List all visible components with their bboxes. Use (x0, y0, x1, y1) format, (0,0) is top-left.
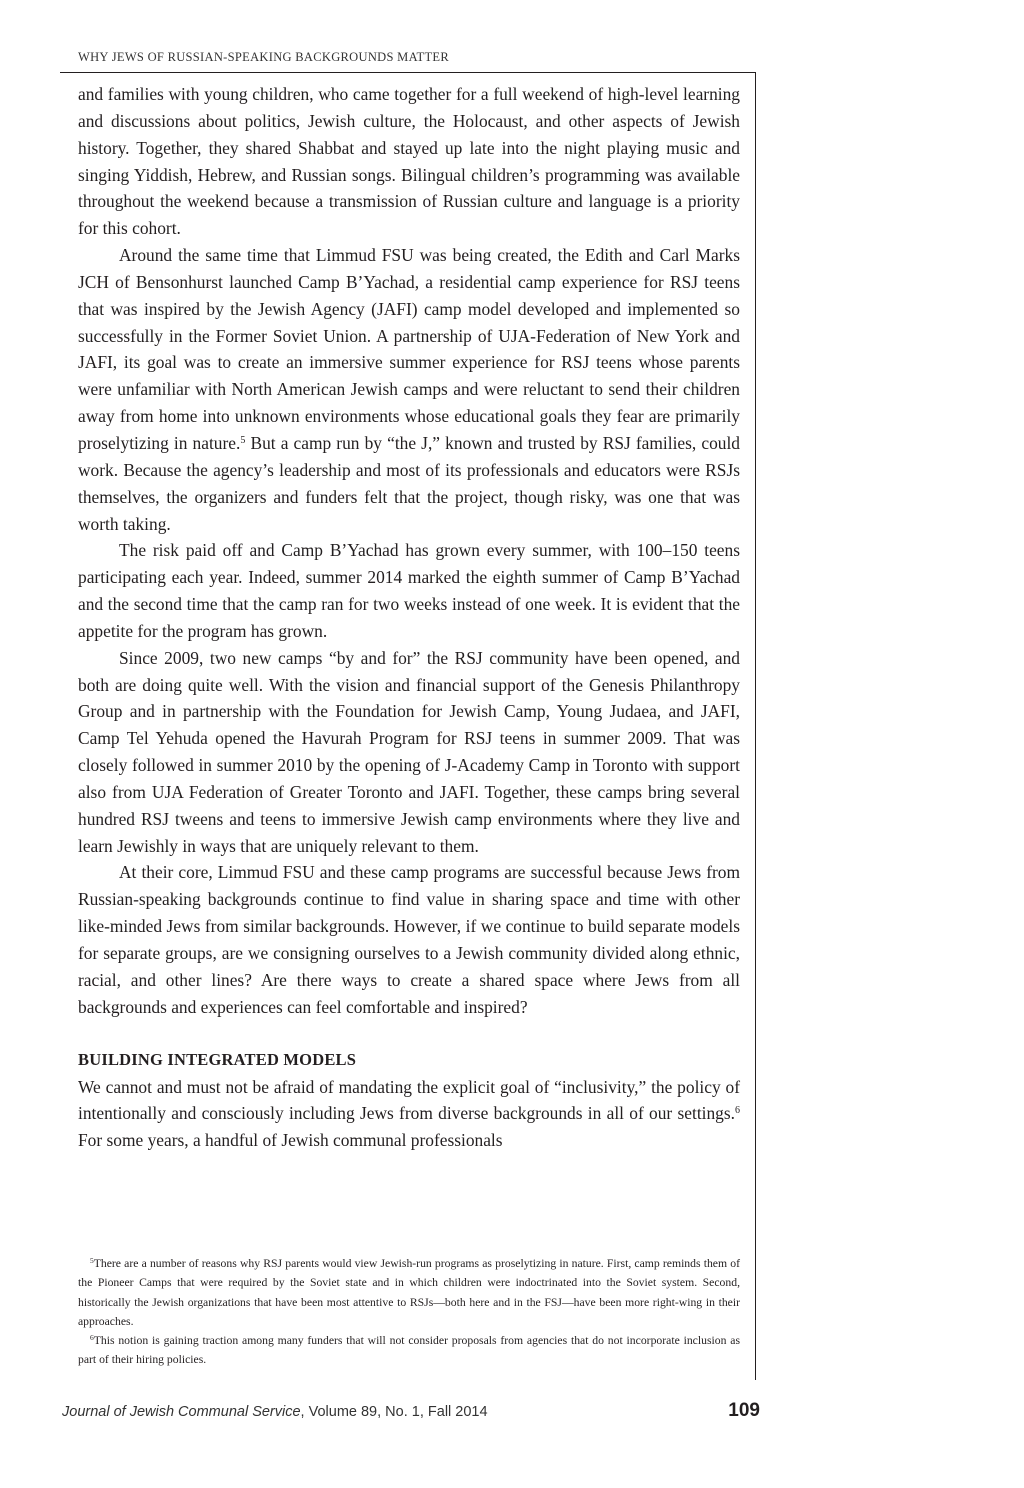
margin-rule (755, 72, 756, 1380)
footnote-ref-5: 5 (240, 434, 246, 446)
footnote-5-mark: 5 (90, 1256, 94, 1265)
footnote-6-text: This notion is gaining traction among many funders that will not consider proposals from agencies that do not incorporate inclusion as part of their hiring policies. (78, 1334, 740, 1367)
paragraph-3: The risk paid off and Camp B’Yachad has grown every summer, with 100–150 teens participating each year. Indeed, summer 2014 marked the eighth summer of Camp B’Yachad and the second time that the camp ran for two weeks instead of one week. It is evident that the appetite for the program has grown. (78, 540, 740, 641)
journal-details: , Volume 89, No. 1, Fall 2014 (300, 1404, 488, 1420)
paragraph-1: and families with young children, who came together for a full weekend of high-level learning and discussions about politics, Jewish culture, the Holocaust, and other aspects of Jewish history. Together, they shared Shabbat and stayed up late into the night playing music and singing Yiddish, Hebrew, and Russian songs. Bilingual children’s programming was available throughout the weekend because a transmission of Russian culture and language is a priority for this cohort. (78, 84, 740, 239)
paragraph-2-text-a: Around the same time that Limmud FSU was being created, the Edith and Carl Marks JCH of Bensonhurst launched Camp B’Yachad, a residential camp experience for RSJ teens that was inspired by the Jewish Agency (JAFI) camp model developed and implemented so successfully in the Former Soviet Union. A partnership of UJA-Federation of New York and JAFI, its goal was to create an immersive summer experience for RSJ teens whose parents were unfamiliar with North American Jewish camps and were reluctant to send their children away from home into unknown environments whose educational goals they fear are primarily proselytizing in nature. (78, 245, 740, 453)
footnote-6-mark: 6 (90, 1333, 94, 1343)
footnote-5 (78, 1254, 740, 1331)
header-rule (60, 72, 756, 73)
running-head: WHY JEWS OF RUSSIAN-SPEAKING BACKGROUNDS MATTER (78, 50, 449, 64)
body-text (78, 81, 740, 1154)
footer-citation (62, 1404, 488, 1420)
paragraph-6-text-a: We cannot and must not be afraid of mandating the explicit goal of “inclusivity,” the policy of intentionally and consciously including Jews from diverse backgrounds in all of our settings. (78, 1076, 740, 1124)
section-heading: BUILDING INTEGRATED MODELS (78, 1049, 357, 1069)
footnotes (78, 1254, 740, 1370)
paragraph-5: At their core, Limmud FSU and these camp programs are successful because Jews from Russian-speaking backgrounds continue to find value in sharing space and time with other like-minded Jews from similar backgrounds. However, if we continue to build separate models for separate groups, are we consigning ourselves to a Jewish community divided along ethnic, racial, and other lines? Are there ways to create a shared space where Jews from all backgrounds and experiences can feel comfortable and inspired? (78, 862, 740, 1017)
paragraph-4: Since 2009, two new camps “by and for” the RSJ community have been opened, and both are doing quite well. With the vision and financial support of the Genesis Philanthropy Group and in partnership with the Foundation for Jewish Camp, Young Judaea, and JAFI, Camp Tel Yehuda opened the Havurah Program for RSJ teens in summer 2009. That was closely followed in summer 2010 by the opening of J-Academy Camp in Toronto with support also from UJA Federation of Greater Toronto and JAFI. Together, these camps bring several hundred RSJ tweens and teens to immersive Jewish camp environments where they live and learn Jewishly in ways that are uniquely relevant to them. (78, 647, 740, 856)
footnote-6 (78, 1331, 740, 1370)
journal-title: Journal of Jewish Communal Service (62, 1404, 301, 1420)
page-number: 109 (728, 1400, 760, 1421)
paragraph-2-text-b: But a camp run by “the J,” known and trusted by RSJ families, could work. Because the agency’s leadership and most of its professionals and educators were RSJs themselves, the organizers and funders felt that the project, though risky, was one that was worth taking. (78, 432, 740, 534)
footnote-5-text: There are a number of reasons why RSJ parents would view Jewish-run programs as proselytizing in nature. First, camp reminds them of the Pioneer Camps that were required by the Soviet state and in which children were indoctrinated into the Soviet system. Second, historically the Jewish organizations that have been most attentive to RSJs—both here and in the FSJ—have been more right-wing in their approaches. (78, 1257, 740, 1328)
paragraph-6 (78, 1074, 740, 1155)
footnote-ref-6: 6 (735, 1105, 740, 1117)
paragraph-6-text-b: For some years, a handful of Jewish communal professionals (78, 1130, 503, 1151)
paragraph-2 (78, 242, 740, 537)
